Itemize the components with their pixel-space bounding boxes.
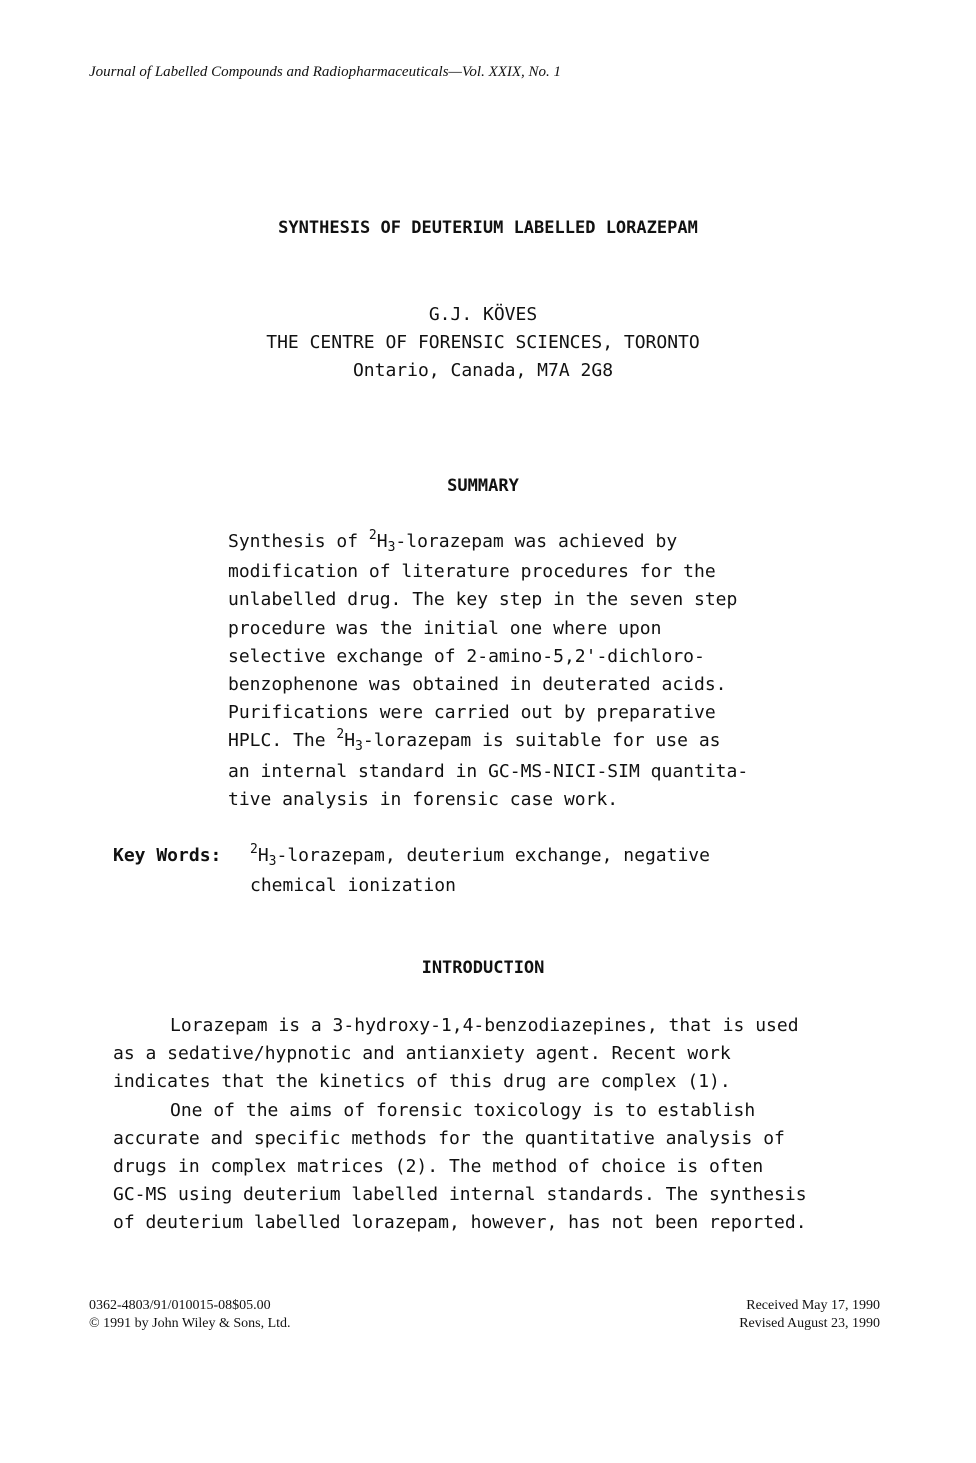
- author-location: Ontario, Canada, M7A 2G8: [352, 360, 614, 381]
- summary-line: Purifications were carried out by preparative: [228, 702, 716, 724]
- summary-line: modification of literature procedures for the: [228, 561, 716, 583]
- keywords-line: chemical ionization: [250, 875, 456, 897]
- summary-line: selective exchange of 2-amino-5,2'-dichloro-: [228, 645, 705, 667]
- intro-line: GC-MS using deuterium labelled internal standards. The synthesis: [113, 1184, 807, 1206]
- footer-left: [89, 1297, 291, 1333]
- keywords-label: Key Words:: [113, 845, 222, 866]
- summary-line: HPLC. The $^2H_3$-lorazepam is suitable for use as: [228, 727, 721, 755]
- intro-line: indicates that the kinetics of this drug are complex (1).: [113, 1071, 731, 1093]
- summary-line: tive analysis in forensic case work.: [228, 788, 619, 810]
- summary-line: Synthesis of $^2H_3$-lorazepam was achieved by: [228, 528, 678, 555]
- journal-header: Journal of Labelled Compounds and Radiopharmaceuticals—Vol. XXIX, No. 1: [89, 64, 562, 80]
- intro-line: as a sedative/hypnotic and antianxiety agent. Recent work: [113, 1043, 731, 1065]
- intro-line: accurate and specific methods for the quantitative analysis of: [113, 1127, 785, 1149]
- intro-line: of deuterium labelled lorazepam, however, has not been reported.: [113, 1212, 807, 1234]
- author-name: G.J. KÖVES: [428, 304, 538, 325]
- paper-title: SYNTHESIS OF DEUTERIUM LABELLED LORAZEPAM: [278, 218, 698, 238]
- summary-line: unlabelled drug. The key step in the seven step: [228, 589, 738, 611]
- footer-right: [739, 1297, 880, 1333]
- intro-line: drugs in complex matrices (2). The method of choice is often: [113, 1156, 764, 1178]
- footer-received: Received May 17, 1990: [746, 1298, 880, 1313]
- keywords-line: $^2H_3$-lorazepam, deuterium exchange, negative: [250, 842, 710, 869]
- introduction-heading: INTRODUCTION: [421, 958, 545, 978]
- footer-revised: Revised August 23, 1990: [739, 1316, 880, 1331]
- summary-heading: SUMMARY: [447, 476, 519, 496]
- footer-copyright: © 1991 by John Wiley & Sons, Ltd.: [89, 1316, 291, 1331]
- intro-line: One of the aims of forensic toxicology is to establish: [170, 1099, 756, 1121]
- summary-line: benzophenone was obtained in deuterated acids.: [228, 674, 727, 696]
- summary-line: procedure was the initial one where upon: [228, 617, 662, 639]
- summary-text: [228, 528, 748, 814]
- keywords-text: [250, 842, 710, 900]
- author-affiliation: THE CENTRE OF FORENSIC SCIENCES, TORONTO: [266, 332, 700, 353]
- introduction-text: [113, 1012, 807, 1238]
- summary-line: an internal standard in GC-MS-NICI-SIM quantita-: [228, 760, 749, 782]
- footer-code: 0362-4803/91/010015-08$05.00: [89, 1298, 271, 1313]
- intro-line: Lorazepam is a 3-hydroxy-1,4-benzodiazepines, that is used: [170, 1015, 799, 1036]
